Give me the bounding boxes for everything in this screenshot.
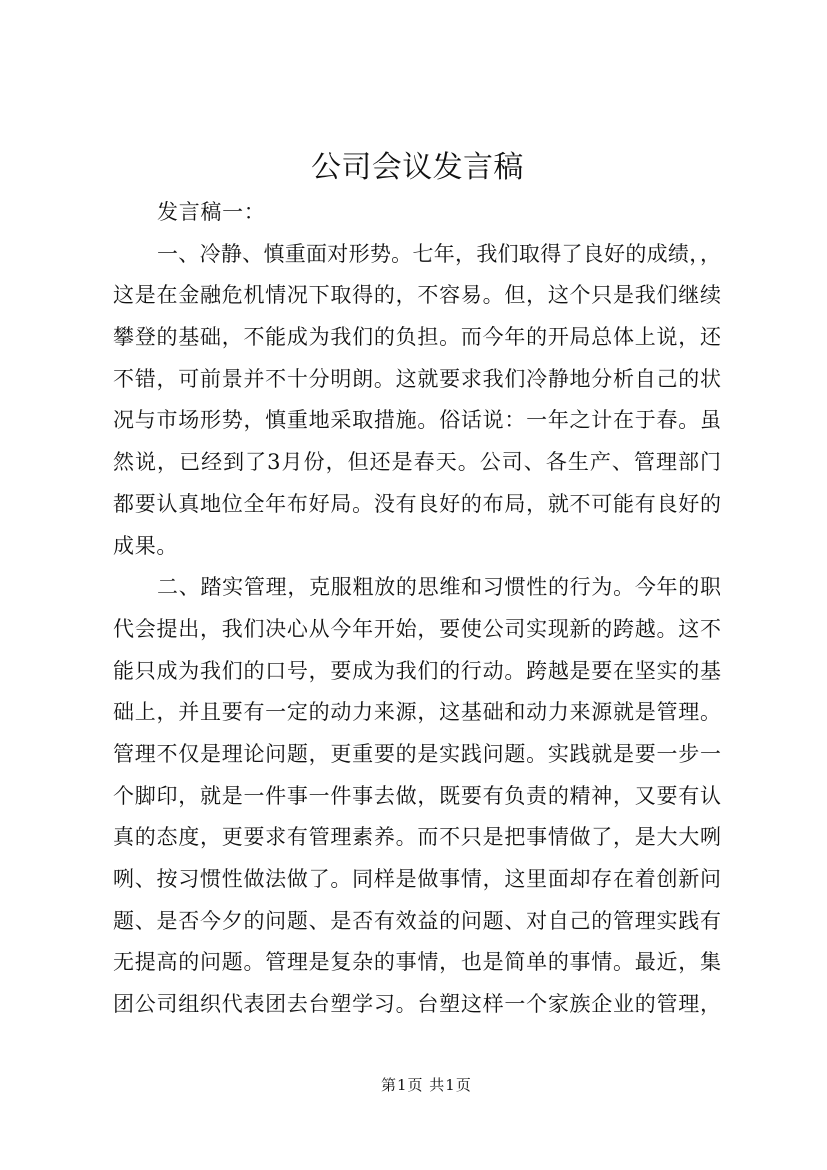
body-line: 能只成为我们的口号，要成为我们的行动。跨越是要在坚实的基 [113,658,721,683]
body-line: 无提高的问题。管理是复杂的事情，也是简单的事情。最近，集 [113,950,721,975]
body-line: 管理不仅是理论问题，更重要的是实践问题。实践就是要一步一 [113,741,721,766]
section-label: 发言稿一： [157,200,266,224]
body-line: 代会提出，我们决心从今年开始，要使公司实现新的跨越。这不 [113,616,721,641]
body-line: 这是在金融危机情况下取得的，不容易。但，这个只是我们继续 [113,283,721,308]
body-line: 况与市场形势，慎重地采取措施。俗话说：一年之计在于春。虽 [113,408,721,433]
section-label-paragraph [113,192,721,234]
body-line: 题、是否今夕的问题、是否有效益的问题、对自己的管理实践有 [113,908,721,933]
body-line: 都要认真地位全年布好局。没有良好的布局，就不可能有良好的 [113,491,721,516]
paragraph-two [113,567,721,1026]
body-line: 一、冷静、慎重面对形势。七年，我们取得了良好的成绩，， [157,241,721,266]
page-footer: 第1页 共1页 [381,1076,472,1094]
body-line: 咧、按习惯性做法做了。同样是做事情，这里面却存在着创新问 [113,867,721,891]
body-line: 攀登的基础，不能成为我们的负担。而今年的开局总体上说，还 [113,325,721,350]
body-line: 不错，可前景并不十分明朗。这就要求我们冷静地分析自己的状 [113,366,721,391]
body-line: 个脚印，就是一件事一件事去做，既要有负责的精神，又要有认 [113,783,721,808]
body-line: 团公司组织代表团去台塑学习。台塑这样一个家族企业的管理， [113,992,721,1017]
body-line: 二、踏实管理，克服粗放的思维和习惯性的行为。今年的职 [157,575,721,600]
document-title: 公司会议发言稿 [311,150,524,185]
paragraph-one [113,234,721,568]
document-body [113,192,721,1026]
body-line: 真的态度，更要求有管理素养。而不只是把事情做了，是大大咧 [113,825,721,850]
body-line: 然说，已经到了3月份，但还是春天。公司、各生产、管理部门 [113,450,721,475]
body-line: 成果。 [113,533,179,558]
body-line: 础上，并且要有一定的动力来源，这基础和动力来源就是管理。 [113,700,721,725]
